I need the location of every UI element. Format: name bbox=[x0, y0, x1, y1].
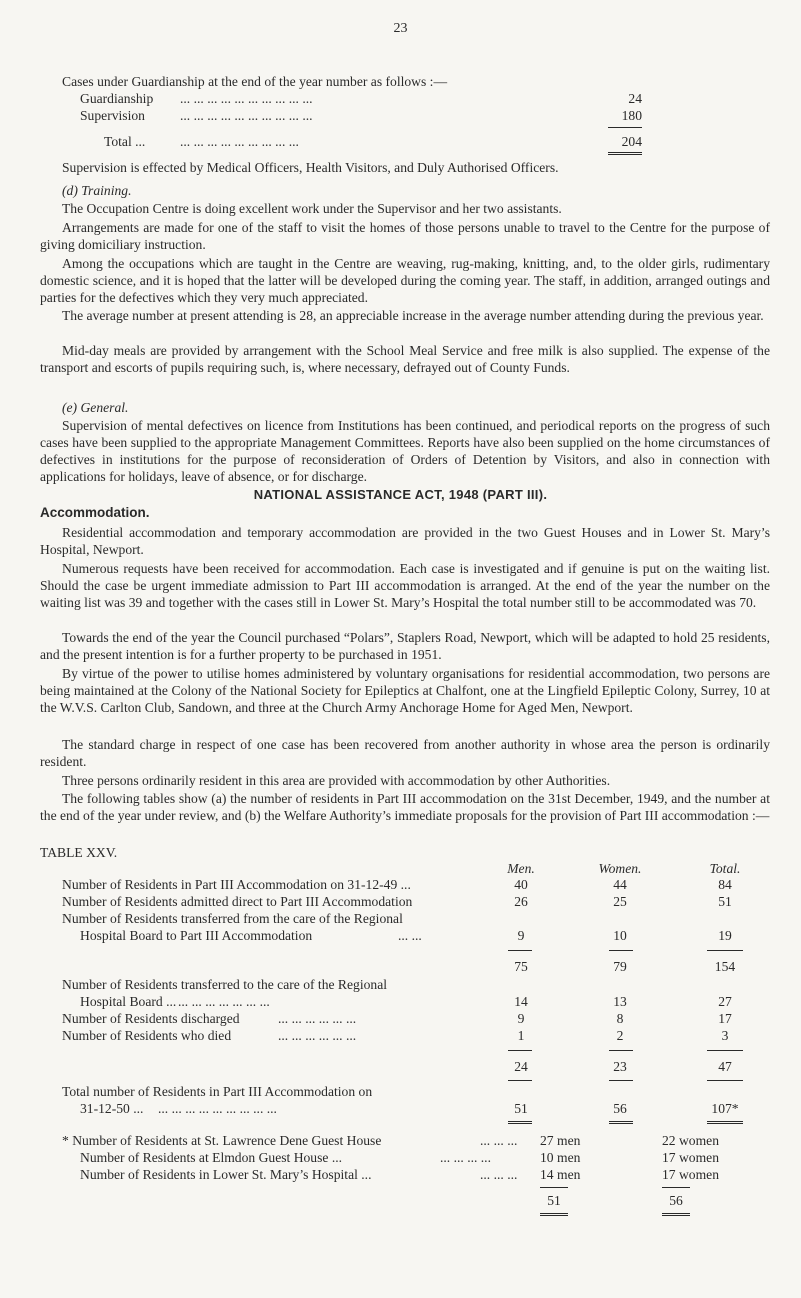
rule bbox=[508, 950, 532, 951]
table-row-label: Number of Residents who died bbox=[62, 1028, 232, 1043]
table-row-label: Number of Residents transferred to the care of the Regional bbox=[62, 977, 388, 992]
subheading-accommodation: Accommodation. bbox=[40, 505, 150, 520]
cell-men: 26 bbox=[514, 894, 528, 909]
paragraph: The following tables show (a) the number of residents in Part III accommodation on the 31st December, 1949, and the number at the end of the year under review, and (b) the Welfare Authority’s immediate proposals for the provision of Part III accommodation :— bbox=[40, 791, 770, 823]
cell-total: 17 bbox=[718, 1011, 732, 1026]
paragraph: Towards the end of the year the Council purchased “Polars”, Staplers Road, Newport, which will be adapted to hold 25 residents, and the present intention is for a further property to be purchased in 1951. bbox=[40, 630, 770, 662]
cell-women: 44 bbox=[613, 877, 627, 892]
paragraph: Among the occupations which are taught in the Centre are weaving, rug-making, knitting, and, to the older girls, rudimentary domestic science, and it is hoped that the latter will be developed during the coming year. The staff, in addition, arranged outings and parties for the defectives which they very much appreciated. bbox=[40, 256, 770, 305]
paragraph: The average number at present attending is 28, an appreciable increase in the average number attending during the previous year. bbox=[62, 308, 764, 323]
cell-men: 1 bbox=[517, 1028, 525, 1043]
subtotal-men: 75 bbox=[514, 959, 528, 974]
section-heading-national-assistance: NATIONAL ASSISTANCE ACT, 1948 (PART III). bbox=[253, 487, 548, 502]
footnote-row-label: Number of Residents in Lower St. Mary’s Hospital ... bbox=[80, 1167, 372, 1182]
cell-total: 3 bbox=[721, 1028, 729, 1043]
table-row-label: Hospital Board ... bbox=[80, 994, 177, 1009]
rule bbox=[508, 1080, 532, 1081]
section-heading-training: (d) Training. bbox=[62, 183, 132, 198]
subtotal-women: 79 bbox=[613, 959, 627, 974]
guardianship-value: 24 bbox=[628, 91, 642, 106]
subtotal-women: 23 bbox=[613, 1059, 627, 1074]
final-total: 107* bbox=[711, 1101, 739, 1116]
subtotal-total: 154 bbox=[714, 959, 736, 974]
table-row-label: Number of Residents admitted direct to Part III Accommodation bbox=[62, 894, 413, 909]
rule bbox=[608, 127, 642, 128]
table-row-label: Number of Residents in Part III Accommodation on 31-12-49 ... bbox=[62, 877, 411, 892]
total-value: 204 bbox=[621, 134, 642, 149]
paragraph: By virtue of the power to utilise homes administered by voluntary organisations for residential accommodation, two persons are being maintained at the Colony of the National Society for Epileptics at Chalfont, one at the Lingfield Epileptic Colony, Surrey, 10 at the W.V.S. Carlton Club, Sandown, and three at the Church Army Anchorage Home for Aged Men, Newport. bbox=[40, 666, 770, 715]
leader-dots: ... ... ... ... ... ... ... ... ... bbox=[180, 134, 299, 149]
footnote-total-men: 51 bbox=[547, 1193, 561, 1208]
cell-women: 2 bbox=[616, 1028, 624, 1043]
final-women: 56 bbox=[613, 1101, 627, 1116]
footnote-row-label: Number of Residents at Elmdon Guest House ... bbox=[80, 1150, 343, 1165]
cell-men: 14 bbox=[514, 994, 528, 1009]
leader-dots: ... ... bbox=[398, 928, 422, 943]
leader-dots: ... ... ... ... ... ... ... ... ... bbox=[158, 1101, 277, 1116]
paragraph: Arrangements are made for one of the staff to visit the homes of those persons unable to travel to the Centre for the purpose of giving domiciliary instruction. bbox=[40, 220, 770, 252]
supervision-note: Supervision is effected by Medical Officers, Health Visitors, and Duly Authorised Officers. bbox=[62, 160, 559, 175]
total-label: Total ... bbox=[104, 134, 146, 149]
cell-women: 8 bbox=[616, 1011, 624, 1026]
leader-dots: ... ... ... ... ... ... ... bbox=[178, 994, 270, 1009]
table-title: TABLE XXV. bbox=[40, 845, 118, 860]
column-header-women: Women. bbox=[598, 861, 642, 876]
subtotal-total: 47 bbox=[718, 1059, 732, 1074]
table-row-label: Number of Residents transferred from the care of the Regional bbox=[62, 911, 403, 926]
rule bbox=[707, 950, 743, 951]
footnote-total-women: 56 bbox=[669, 1193, 683, 1208]
cell-total: 19 bbox=[718, 928, 732, 943]
paragraph: Residential accommodation and temporary accommodation are provided in the two Guest Houses and in Lower St. Mary’s Hospital, Newport. bbox=[40, 525, 770, 557]
subtotal-men: 24 bbox=[514, 1059, 528, 1074]
double-rule bbox=[662, 1213, 690, 1216]
footnote-men: 10 men bbox=[540, 1150, 581, 1165]
leader-dots: ... ... ... ... ... ... bbox=[278, 1028, 357, 1043]
cell-women: 10 bbox=[613, 928, 627, 943]
leader-dots: ... ... ... ... bbox=[440, 1150, 491, 1165]
leader-dots: ... ... ... bbox=[480, 1133, 518, 1148]
cell-men: 9 bbox=[517, 928, 525, 943]
footnote-row-label: * Number of Residents at St. Lawrence Dene Guest House bbox=[62, 1133, 382, 1148]
paragraph: The Occupation Centre is doing excellent work under the Supervisor and her two assistants. bbox=[62, 201, 562, 216]
cell-women: 13 bbox=[613, 994, 627, 1009]
cell-men: 9 bbox=[517, 1011, 525, 1026]
guardianship-label: Guardianship bbox=[80, 91, 154, 106]
cell-total: 51 bbox=[718, 894, 732, 909]
section-heading-general: (e) General. bbox=[62, 400, 129, 415]
paragraph: Numerous requests have been received for accommodation. Each case is investigated and if genuine is put on the waiting list. Should the case be urgent immediate admission to Part III accommodation is arranged. At the end of the year the number on the waiting list was 39 and together with the cases still in Lower St. Mary’s Hospital the total number still to be accommodated was 70. bbox=[40, 561, 770, 610]
cell-men: 40 bbox=[514, 877, 528, 892]
cell-total: 84 bbox=[718, 877, 732, 892]
guardianship-intro: Cases under Guardianship at the end of the year number as follows :— bbox=[62, 74, 448, 89]
supervision-label: Supervision bbox=[80, 108, 145, 123]
table-row-label: Total number of Residents in Part III Accommodation on bbox=[62, 1084, 373, 1099]
footnote-men: 14 men bbox=[540, 1167, 581, 1182]
double-rule bbox=[540, 1213, 568, 1216]
rule bbox=[609, 950, 633, 951]
rule bbox=[662, 1187, 690, 1188]
paragraph: The standard charge in respect of one case has been recovered from another authority in whose area the person is ordinarily resident. bbox=[40, 737, 770, 769]
rule bbox=[707, 1050, 743, 1051]
footnote-women: 17 women bbox=[662, 1150, 720, 1165]
rule bbox=[508, 1050, 532, 1051]
final-men: 51 bbox=[514, 1101, 528, 1116]
double-rule bbox=[609, 1121, 633, 1124]
leader-dots: ... ... ... bbox=[480, 1167, 518, 1182]
rule bbox=[609, 1080, 633, 1081]
footnote-men: 27 men bbox=[540, 1133, 581, 1148]
cell-total: 27 bbox=[718, 994, 732, 1009]
leader-dots: ... ... ... ... ... ... ... ... ... ... bbox=[180, 108, 313, 123]
double-rule bbox=[608, 152, 642, 155]
paragraph: Supervision of mental defectives on licence from Institutions has been continued, and periodical reports on the progress of such cases have been supplied to the appropriate Management Committees. Reports have also been supplied on the home circumstances of defectives in institutions for the purpose of reconsideration of Orders of Detention by Visitors, and also in connection with applications for holidays, leave of absence, or for discharge. bbox=[40, 418, 770, 484]
rule bbox=[609, 1050, 633, 1051]
rule bbox=[540, 1187, 568, 1188]
table-row-label: 31-12-50 ... bbox=[80, 1101, 144, 1116]
leader-dots: ... ... ... ... ... ... bbox=[278, 1011, 357, 1026]
column-header-men: Men. bbox=[507, 861, 535, 876]
cell-women: 25 bbox=[613, 894, 627, 909]
page-number: 23 bbox=[393, 21, 408, 36]
paragraph: Mid-day meals are provided by arrangement with the School Meal Service and free milk is also supplied. The expense of the transport and escorts of pupils requiring such, is, where necessary, defrayed out of County Funds. bbox=[40, 343, 770, 375]
double-rule bbox=[508, 1121, 532, 1124]
table-row-label: Hospital Board to Part III Accommodation bbox=[80, 928, 313, 943]
supervision-value: 180 bbox=[621, 108, 642, 123]
double-rule bbox=[707, 1121, 743, 1124]
footnote-women: 22 women bbox=[662, 1133, 720, 1148]
leader-dots: ... ... ... ... ... ... ... ... ... ... bbox=[180, 91, 313, 106]
rule bbox=[707, 1080, 743, 1081]
column-header-total: Total. bbox=[709, 861, 741, 876]
footnote-women: 17 women bbox=[662, 1167, 720, 1182]
paragraph: Three persons ordinarily resident in this area are provided with accommodation by other Authorities. bbox=[62, 773, 611, 788]
table-row-label: Number of Residents discharged bbox=[62, 1011, 240, 1026]
